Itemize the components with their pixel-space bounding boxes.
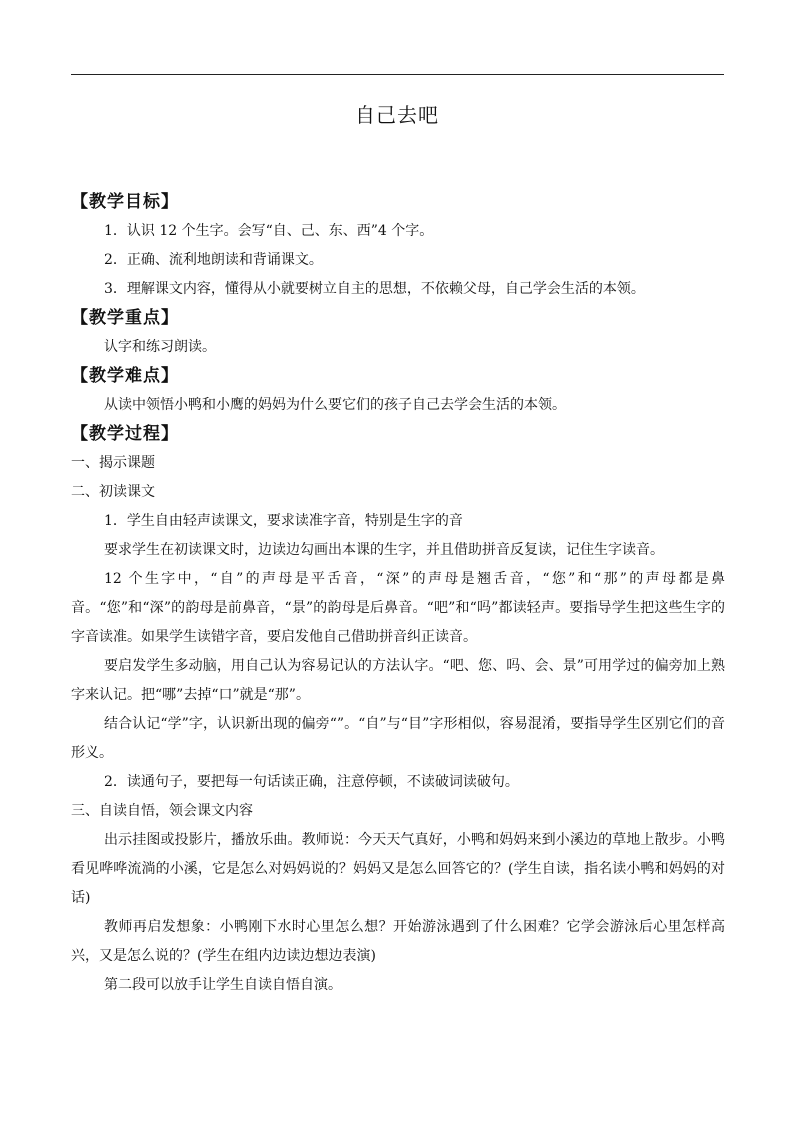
process-step-heading: 一、揭示课题 (71, 455, 155, 471)
process-paragraph: 出示挂图或投影片，播放乐曲。教师说：今天天气真好，小鸭和妈妈来到小溪边的草地上散步。小鸭看见哗哗流淌的小溪，它是怎么对妈妈说的？妈妈又是怎么回答它的？(学生自读，指名读小鸭和妈妈的对话) (71, 832, 725, 906)
goal-item: 1．认识 12 个生字。会写“自、己、东、西”4 个字。 (104, 223, 434, 239)
section-heading-process: 【教学过程】 (71, 424, 179, 444)
process-paragraph: 要启发学生多动脑，用自己认为容易记认的方法认字。“吧、您、吗、会、景”可用学过的偏旁加上熟字来认记。把“哪”去掉“口”就是“那”。 (71, 658, 725, 703)
goal-item: 3．理解课文内容，懂得从小就要树立自主的思想，不依赖父母，自己学会生活的本领。 (104, 281, 645, 297)
key-points-text: 认字和练习朗读。 (104, 339, 216, 355)
process-paragraph: 1．学生自由轻声读课文，要求读准字音，特别是生字的音 (104, 513, 463, 529)
page-title: 自己去吧 (355, 103, 439, 127)
document-body (71, 188, 725, 1000)
difficulties-text: 从读中领悟小鸭和小鹰的妈妈为什么要它们的孩子自己去学会生活的本领。 (104, 397, 566, 413)
section-heading-goals: 【教学目标】 (71, 192, 179, 212)
process-paragraph: 教师再启发想象：小鸭刚下水时心里怎么想？开始游泳遇到了什么困难？它学会游泳后心里怎样高兴，又是怎么说的？(学生在组内边读边想边表演) (71, 919, 725, 964)
section-heading-key-points: 【教学重点】 (71, 308, 179, 328)
process-paragraph: 12 个生字中，“自”的声母是平舌音，“深”的声母是翘舌音，“您”和“那”的声母都是鼻音。“您”和“深”的韵母是前鼻音，“景”的韵母是后鼻音。“吧”和“吗”都读轻声。要指导学生把这些生字的字音读准。如果学生读错字音，要启发他自己借助拼音纠正读音。 (71, 571, 725, 645)
goal-item: 2．正确、流利地朗读和背诵课文。 (104, 252, 323, 268)
section-heading-difficulties: 【教学难点】 (71, 366, 179, 386)
process-paragraph: 要求学生在初读课文时，边读边勾画出本课的生字，并且借助拼音反复读，记住生字读音。 (104, 542, 664, 558)
process-step-heading: 二、初读课文 (71, 484, 155, 500)
header-rule (71, 74, 724, 75)
process-paragraph: 第二段可以放手让学生自读自悟自演。 (104, 977, 342, 993)
process-paragraph: 结合认记“学”字，认识新出现的偏旁“”。“自”与“目”字形相似，容易混淆，要指导学生区别它们的音形义。 (71, 716, 725, 761)
process-paragraph: 2．读通句子，要把每一句话读正确，注意停顿，不读破词读破句。 (104, 774, 519, 790)
process-step-heading: 三、自读自悟，领会课文内容 (71, 803, 253, 819)
